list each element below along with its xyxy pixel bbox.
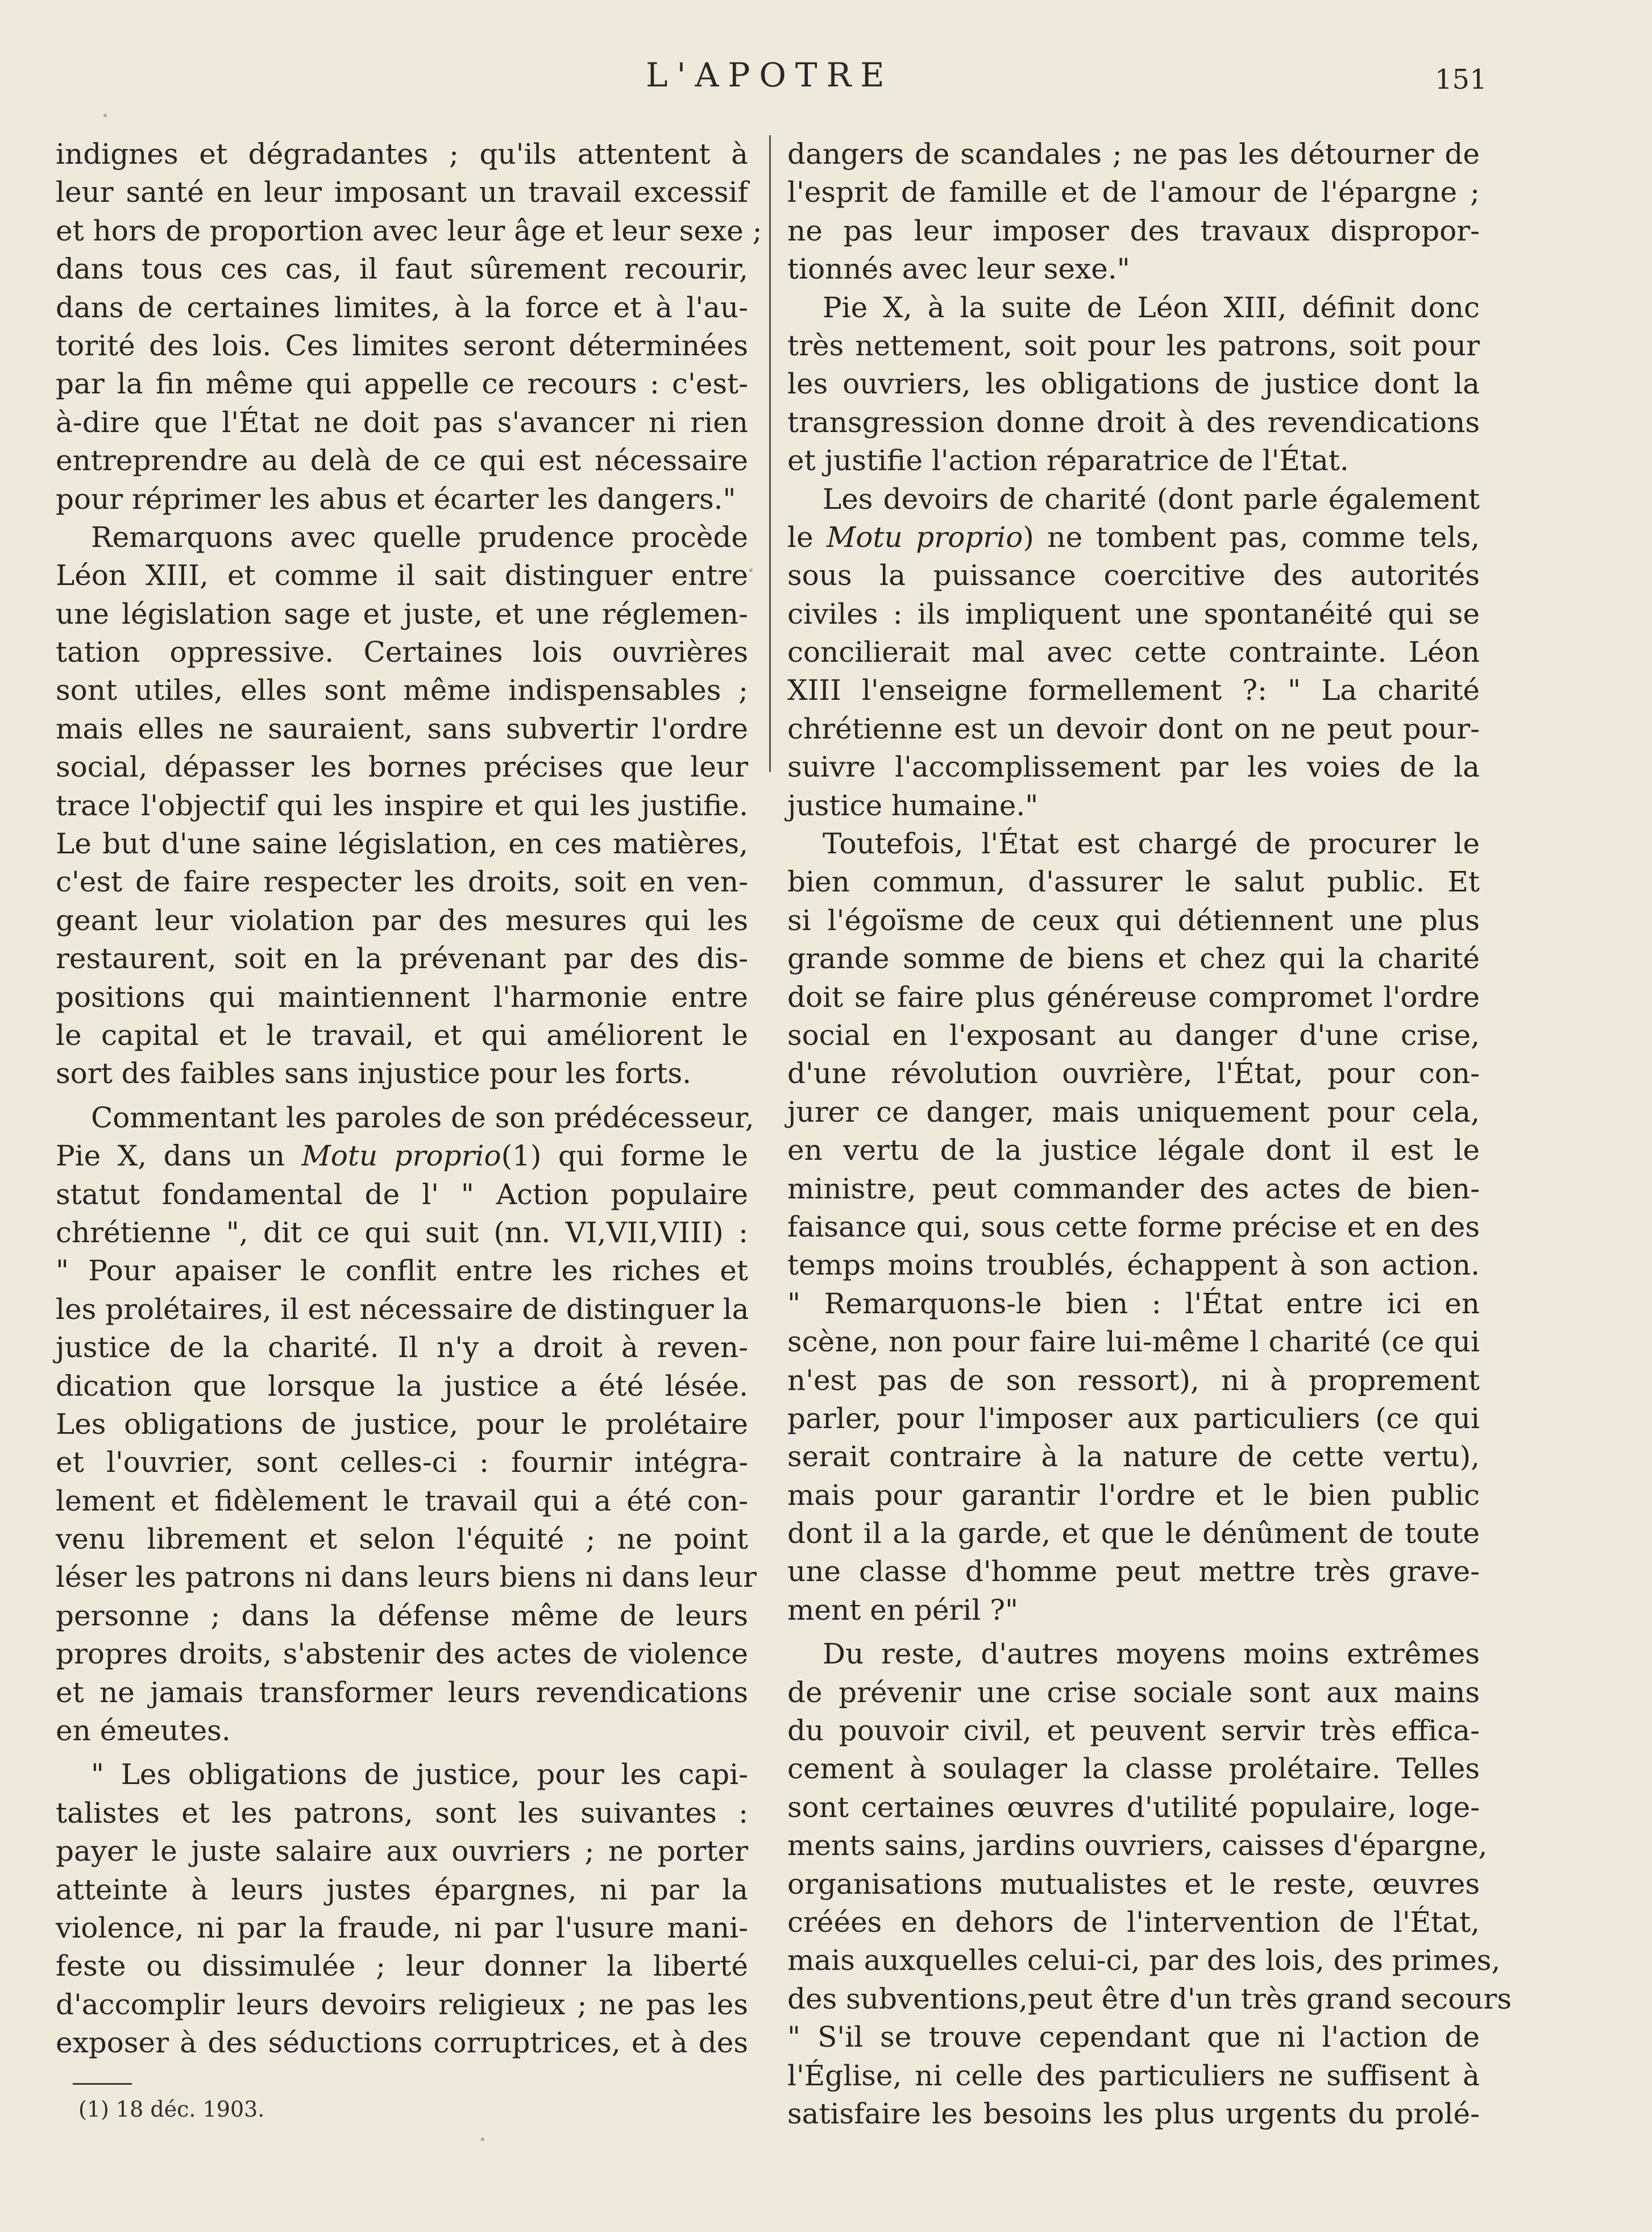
text-line: doit se faire plus généreuse compromet l'ordre xyxy=(787,980,1480,1014)
text-line: scène, non pour faire lui-même l charité (ce qui xyxy=(787,1325,1480,1359)
text-line: en vertu de la justice légale dont il est le xyxy=(787,1134,1480,1167)
text-line: social, dépasser les bornes précises que leur xyxy=(56,750,748,784)
text-line: civiles : ils impliquent une spontanéité qui se xyxy=(787,597,1480,630)
text-line: atteinte à leurs justes épargnes, ni par la xyxy=(56,1873,748,1906)
text-line: propres droits, s'abstenir des actes de violence xyxy=(56,1637,748,1671)
text-line: concilierait mal avec cette contrainte. Léon xyxy=(787,636,1480,669)
text-line: par la fin même qui appelle ce recours : c'est- xyxy=(56,367,748,401)
text-line: suivre l'accomplissement par les voies de la xyxy=(787,750,1480,784)
text-line: justice de la charité. Il n'y a droit à reven- xyxy=(56,1331,748,1364)
text-line: Le but d'une saine législation, en ces matières, xyxy=(56,827,748,861)
text-line: l'esprit de famille et de l'amour de l'épargne ; xyxy=(787,176,1480,209)
text-line: " Remarquons-le bien : l'État entre ici en xyxy=(787,1287,1480,1320)
text-line: talistes et les patrons, sont les suivantes : xyxy=(56,1796,748,1829)
text-line: justice humaine." xyxy=(787,789,1039,822)
text-line: " S'il se trouve cependant que ni l'action de xyxy=(787,2021,1480,2054)
text-line: chrétienne est un devoir dont on ne peut pour- xyxy=(787,712,1480,745)
text-line: restaurent, soit en la prévenant par des dis- xyxy=(56,942,748,976)
text-line: tation oppressive. Certaines lois ouvrières xyxy=(56,636,748,669)
text-line: leur santé en leur imposant un travail excessif xyxy=(56,176,748,209)
text-line: d'une révolution ouvrière, l'État, pour con- xyxy=(787,1057,1480,1090)
footnote: (1) 18 déc. 1903. xyxy=(78,2097,265,2122)
text-line xyxy=(787,518,1480,557)
text-line xyxy=(56,1137,748,1175)
text-line: parler, pour l'imposer aux particuliers (ce qui xyxy=(787,1401,1480,1435)
text-line: mais elles ne sauraient, sans subvertir l'ordre xyxy=(56,712,748,745)
text-line: indignes et dégradantes ; qu'ils attentent à xyxy=(56,138,748,171)
text-line: sous la puissance coercitive des autorités xyxy=(787,559,1480,592)
text-line: exposer à des séductions corruptrices, et à des xyxy=(56,2026,748,2060)
text-line: " Pour apaiser le conflit entre les riches et xyxy=(56,1254,748,1288)
text-line: c'est de faire respecter les droits, soit en ven- xyxy=(56,865,748,899)
text-line: n'est pas de son ressort), ni à proprement xyxy=(787,1363,1480,1397)
text-line: Commentant les paroles de son prédécesseur, xyxy=(91,1101,754,1134)
header-title: L'APOTRE xyxy=(646,56,894,94)
text-segment: (1) qui forme le xyxy=(501,1139,748,1173)
text-line: créées en dehors de l'intervention de l'État, xyxy=(787,1905,1480,1939)
paper-speck xyxy=(481,2138,484,2141)
text-line: transgression donne droit à des revendications xyxy=(787,405,1480,439)
text-line: XIII l'enseigne formellement ?: " La charité xyxy=(787,674,1480,707)
text-line: bien commun, d'assurer le salut public. Et xyxy=(787,865,1480,899)
italic-title: Motu proprio xyxy=(827,520,1023,554)
text-line: Les obligations de justice, pour le prolétaire xyxy=(56,1407,748,1441)
text-line: Les devoirs de charité (dont parle également xyxy=(823,482,1480,516)
text-line: mais auxquelles celui-ci, par des lois, des primes, xyxy=(787,1944,1501,1977)
text-line: et hors de proportion avec leur âge et leur sexe ; xyxy=(56,214,762,247)
text-line: sont utiles, elles sont même indispensables ; xyxy=(56,674,748,707)
text-line: des subventions,peut être d'un très grand secours xyxy=(787,1982,1512,2015)
italic-title: Motu proprio xyxy=(301,1139,501,1173)
left-column xyxy=(56,135,762,2063)
text-line: payer le juste salaire aux ouvriers ; ne porter xyxy=(56,1835,748,1868)
text-line: positions qui maintiennent l'harmonie entre xyxy=(56,980,748,1014)
text-line: organisations mutualistes et le reste, œuvres xyxy=(787,1867,1480,1901)
page-number: 151 xyxy=(1435,64,1487,96)
text-line: cement à soulager la classe prolétaire. Telles xyxy=(787,1752,1480,1786)
right-column xyxy=(787,135,1512,2133)
text-line: geant leur violation par des mesures qui les xyxy=(56,903,748,937)
text-segment: ) ne tombent pas, comme tels, xyxy=(1023,520,1480,554)
text-line: et justifie l'action réparatrice de l'État. xyxy=(787,444,1349,478)
text-line: venu librement et selon l'équité ; ne point xyxy=(56,1522,748,1556)
text-line: une classe d'homme peut mettre très grave- xyxy=(787,1555,1480,1588)
text-line: social en l'exposant au danger d'une crise, xyxy=(787,1018,1480,1052)
text-segment: le xyxy=(787,520,827,554)
text-line: sont certaines œuvres d'utilité populaire, loge- xyxy=(787,1790,1480,1824)
text-line: ments sains, jardins ouvriers, caisses d'épargne, xyxy=(787,1829,1488,1862)
text-line: ne pas leur imposer des travaux dispropor- xyxy=(787,214,1480,247)
text-line: chrétienne ", dit ce qui suit (nn. VI,VII,VIII) : xyxy=(56,1215,748,1249)
text-line: dangers de scandales ; ne pas les détourner de xyxy=(787,138,1480,171)
text-line: en émeutes. xyxy=(56,1714,231,1748)
text-line: entreprendre au delà de ce qui est nécessaire xyxy=(56,444,748,478)
column-divider xyxy=(769,135,771,772)
text-line: du pouvoir civil, et peuvent servir très effica- xyxy=(787,1714,1480,1748)
text-line: Léon XIII, et comme il sait distinguer entre xyxy=(56,559,748,592)
text-line: satisfaire les besoins les plus urgents du prolé- xyxy=(787,2097,1480,2130)
text-line: une législation sage et juste, et une réglemen- xyxy=(56,597,748,630)
text-line: Du reste, d'autres moyens moins extrêmes xyxy=(823,1637,1480,1671)
text-line: faisance qui, sous cette forme précise et en des xyxy=(787,1210,1480,1243)
text-line: grande somme de biens et chez qui la charité xyxy=(787,942,1480,976)
text-line: les prolétaires, il est nécessaire de distinguer la xyxy=(56,1292,749,1326)
text-line: à-dire que l'État ne doit pas s'avancer ni rien xyxy=(56,405,748,439)
text-line: très nettement, soit pour les patrons, soit pour xyxy=(787,329,1480,362)
text-line: dans de certaines limites, à la force et à l'au- xyxy=(56,291,748,324)
text-line: sort des faibles sans injustice pour les forts. xyxy=(56,1057,691,1090)
text-line: dont il a la garde, et que le dénûment de toute xyxy=(787,1517,1480,1550)
text-line: Pie X, à la suite de Léon XIII, définit donc xyxy=(823,291,1480,324)
text-line: les ouvriers, les obligations de justice dont la xyxy=(787,367,1480,401)
text-line: statut fondamental de l' " Action populaire xyxy=(56,1177,748,1211)
footnote-rule xyxy=(73,2083,132,2085)
text-line: temps moins troublés, échappent à son action. xyxy=(787,1248,1480,1282)
text-line: personne ; dans la défense même de leurs xyxy=(56,1599,748,1632)
text-line: serait contraire à la nature de cette vertu), xyxy=(787,1440,1480,1474)
text-line: et ne jamais transformer leurs revendications xyxy=(56,1675,748,1709)
text-line: le capital et le travail, et qui améliorent le xyxy=(56,1018,748,1052)
text-line: ministre, peut commander des actes de bien- xyxy=(787,1172,1480,1205)
text-line: Toutefois, l'État est chargé de procurer le xyxy=(823,827,1480,861)
text-line: torité des lois. Ces limites seront déterminées xyxy=(56,329,748,362)
text-line: et l'ouvrier, sont celles-ci : fournir intégra- xyxy=(56,1446,748,1479)
text-line: jurer ce danger, mais uniquement pour cela, xyxy=(787,1095,1480,1129)
paper-speck xyxy=(103,114,107,117)
text-line: feste ou dissimulée ; leur donner la liberté xyxy=(56,1949,748,1983)
text-line: violence, ni par la fraude, ni par l'usure mani- xyxy=(56,1911,748,1944)
text-segment: Pie X, dans un xyxy=(56,1139,302,1173)
text-line: léser les patrons ni dans leurs biens ni dans leur xyxy=(56,1561,757,1594)
text-line: Remarquons avec quelle prudence procède xyxy=(91,520,748,554)
text-line: l'Église, ni celle des particuliers ne suffisent à xyxy=(787,2059,1480,2092)
text-line: mais pour garantir l'ordre et le bien public xyxy=(787,1478,1480,1512)
text-line: lement et fidèlement le travail qui a été con- xyxy=(56,1484,748,1517)
text-line: d'accomplir leurs devoirs religieux ; ne pas les xyxy=(56,1988,748,2021)
text-line: dication que lorsque la justice a été lésée. xyxy=(56,1369,748,1403)
text-line: tionnés avec leur sexe." xyxy=(787,252,1130,286)
text-line: de prévenir une crise sociale sont aux mains xyxy=(787,1675,1480,1709)
text-line: si l'égoïsme de ceux qui détiennent une plus xyxy=(787,903,1480,937)
text-line: ment en péril ?" xyxy=(787,1593,1019,1627)
text-line: " Les obligations de justice, pour les capi- xyxy=(91,1758,748,1791)
paper-speck xyxy=(749,569,753,572)
text-line: dans tous ces cas, il faut sûrement recourir, xyxy=(56,252,748,286)
text-line: pour réprimer les abus et écarter les dangers." xyxy=(56,482,736,516)
text-line: trace l'objectif qui les inspire et qui les justifie. xyxy=(56,789,748,822)
